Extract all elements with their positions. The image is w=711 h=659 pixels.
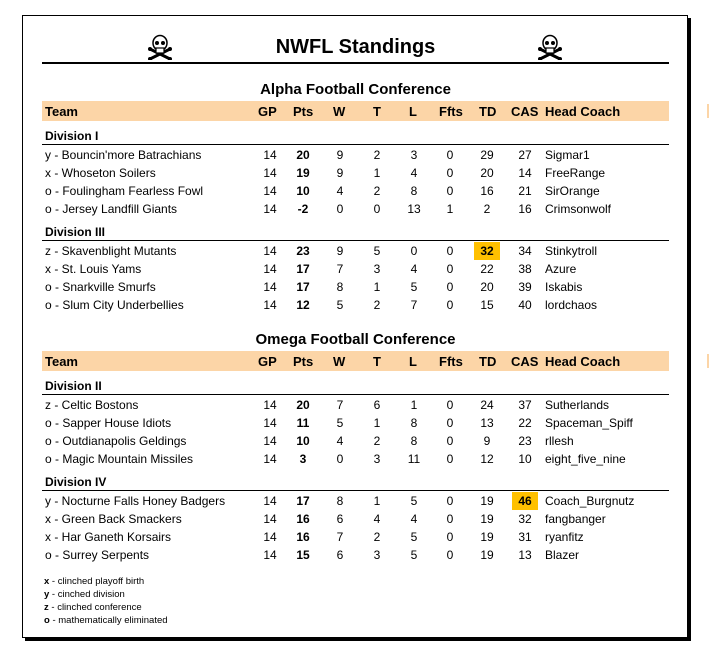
cell-pts: 10 xyxy=(296,434,310,448)
cell-cas: 16 xyxy=(518,202,532,216)
divider xyxy=(42,144,669,145)
cell-coach: Azure xyxy=(545,262,577,276)
table-row xyxy=(42,242,669,260)
cell-team: x - St. Louis Yams xyxy=(45,262,142,276)
table-header xyxy=(42,351,669,371)
cell-team: o - Jersey Landfill Giants xyxy=(45,202,178,216)
cell-team: o - Snarkville Smurfs xyxy=(45,280,156,294)
cell-w: 9 xyxy=(336,166,344,180)
cell-pts: 12 xyxy=(296,298,310,312)
cell-team: x - Whoseton Soilers xyxy=(45,166,156,180)
cell-gp: 14 xyxy=(263,202,277,216)
cell-t: 2 xyxy=(373,530,381,544)
cell-w: 0 xyxy=(336,202,344,216)
title-row xyxy=(42,34,669,64)
cell-gp: 14 xyxy=(263,530,277,544)
cell-gp: 14 xyxy=(263,416,277,430)
cell-td: 13 xyxy=(480,416,494,430)
table-row xyxy=(42,546,669,564)
cell-cas: 14 xyxy=(518,166,532,180)
cell-team: o - Magic Mountain Missiles xyxy=(45,452,194,466)
cell-t: 2 xyxy=(373,184,381,198)
cell-cas: 38 xyxy=(518,262,532,276)
legend xyxy=(44,575,168,627)
cell-l: 1 xyxy=(410,398,418,412)
cell-coach: Spaceman_Spiff xyxy=(545,416,633,430)
col-w: W xyxy=(333,104,346,119)
cell-td: 19 xyxy=(480,512,494,526)
cell-gp: 14 xyxy=(263,298,277,312)
cell-ffts: 1 xyxy=(446,202,454,216)
cell-ffts: 0 xyxy=(446,262,454,276)
table-row xyxy=(42,182,669,200)
cell-ffts: 0 xyxy=(446,148,454,162)
cell-pts: 17 xyxy=(296,494,310,508)
cell-t: 2 xyxy=(373,434,381,448)
table-row xyxy=(42,200,669,218)
cell-l: 0 xyxy=(410,244,418,258)
cell-ffts: 0 xyxy=(446,416,454,430)
divider xyxy=(42,394,669,395)
cell-ffts: 0 xyxy=(446,434,454,448)
cell-team: o - Outdianapolis Geldings xyxy=(45,434,187,448)
cell-td: 20 xyxy=(480,280,494,294)
col-cas: CAS xyxy=(511,354,539,369)
cell-td: 19 xyxy=(480,530,494,544)
page-title: NWFL Standings xyxy=(275,36,436,58)
cell-l: 5 xyxy=(410,494,418,508)
conference-title: Alpha Football Conference xyxy=(260,81,451,98)
cell-ffts: 0 xyxy=(446,280,454,294)
cell-l: 5 xyxy=(410,548,418,562)
cell-cas: 32 xyxy=(518,512,532,526)
cell-coach: Crimsonwolf xyxy=(545,202,612,216)
cell-cas: 22 xyxy=(518,416,532,430)
cell-coach: eight_five_nine xyxy=(545,452,626,466)
cell-gp: 14 xyxy=(263,494,277,508)
cell-t: 1 xyxy=(373,166,381,180)
edge-mark xyxy=(707,354,709,368)
cell-l: 8 xyxy=(410,434,418,448)
table-row xyxy=(42,146,669,164)
cell-gp: 14 xyxy=(263,244,277,258)
cell-t: 1 xyxy=(373,494,381,508)
cell-l: 5 xyxy=(410,280,418,294)
col-pts: Pts xyxy=(293,104,314,119)
cell-gp: 14 xyxy=(263,280,277,294)
table-row xyxy=(42,164,669,182)
table-row xyxy=(42,450,669,468)
col-ffts: Ffts xyxy=(439,104,463,119)
cell-team: o - Foulingham Fearless Fowl xyxy=(45,184,204,198)
cell-l: 4 xyxy=(410,512,418,526)
table-row xyxy=(42,278,669,296)
cell-t: 5 xyxy=(373,244,381,258)
cell-w: 5 xyxy=(336,298,344,312)
col-gp: GP xyxy=(258,354,277,369)
cell-pts: 19 xyxy=(296,166,310,180)
cell-team: o - Surrey Serpents xyxy=(45,548,150,562)
legend-item: x - clinched playoff birth xyxy=(44,576,145,587)
col-td: TD xyxy=(479,354,497,369)
cell-coach: Coach_Burgnutz xyxy=(545,494,635,508)
cell-ffts: 0 xyxy=(446,398,454,412)
cell-ffts: 0 xyxy=(446,548,454,562)
cell-gp: 14 xyxy=(263,148,277,162)
cell-td: 22 xyxy=(480,262,494,276)
cell-w: 7 xyxy=(336,530,344,544)
cell-w: 4 xyxy=(336,184,344,198)
cell-gp: 14 xyxy=(263,548,277,562)
table-header xyxy=(42,101,669,121)
cell-l: 5 xyxy=(410,530,418,544)
cell-w: 5 xyxy=(336,416,344,430)
cell-t: 6 xyxy=(373,398,381,412)
cell-t: 1 xyxy=(373,280,381,294)
table-row xyxy=(42,510,669,528)
cell-l: 11 xyxy=(407,452,421,466)
cell-gp: 14 xyxy=(263,452,277,466)
cell-cas: 23 xyxy=(518,434,532,448)
col-ffts: Ffts xyxy=(439,354,463,369)
cell-w: 8 xyxy=(336,494,344,508)
cell-w: 9 xyxy=(336,148,344,162)
cell-t: 3 xyxy=(373,452,381,466)
cell-team: o - Sapper House Idiots xyxy=(45,416,172,430)
conference-title: Omega Football Conference xyxy=(255,331,456,348)
col-pts: Pts xyxy=(293,354,314,369)
cell-l: 8 xyxy=(410,184,418,198)
cell-pts: 11 xyxy=(296,416,310,430)
cell-l: 4 xyxy=(410,262,418,276)
col-cas: CAS xyxy=(511,104,539,119)
division-title: Division II xyxy=(45,379,102,393)
cell-t: 1 xyxy=(373,416,381,430)
cell-team: o - Slum City Underbellies xyxy=(45,298,184,312)
cell-pts: -2 xyxy=(297,202,309,216)
cell-t: 3 xyxy=(373,548,381,562)
cell-team: z - Skavenblight Mutants xyxy=(45,244,177,258)
cell-ffts: 0 xyxy=(446,494,454,508)
divider xyxy=(42,240,669,241)
table-row xyxy=(42,432,669,450)
cell-t: 0 xyxy=(373,202,381,216)
cell-ffts: 0 xyxy=(446,530,454,544)
cell-cas: 39 xyxy=(518,280,532,294)
cell-td: 32 xyxy=(474,242,500,260)
col-td: TD xyxy=(479,104,497,119)
cell-coach: FreeRange xyxy=(545,166,606,180)
cell-pts: 10 xyxy=(296,184,310,198)
cell-td: 24 xyxy=(480,398,494,412)
cell-l: 8 xyxy=(410,416,418,430)
cell-cas: 37 xyxy=(518,398,532,412)
cell-td: 19 xyxy=(480,494,494,508)
cell-t: 2 xyxy=(373,298,381,312)
skull-crossbones-icon xyxy=(537,34,563,60)
cell-team: x - Green Back Smackers xyxy=(45,512,182,526)
cell-team: z - Celtic Bostons xyxy=(45,398,139,412)
table-row xyxy=(42,296,669,314)
cell-pts: 3 xyxy=(299,452,307,466)
cell-pts: 20 xyxy=(296,398,310,412)
cell-w: 9 xyxy=(336,244,344,258)
cell-cas: 46 xyxy=(512,492,538,510)
cell-cas: 21 xyxy=(518,184,532,198)
cell-w: 6 xyxy=(336,548,344,562)
cell-gp: 14 xyxy=(263,512,277,526)
cell-l: 3 xyxy=(410,148,418,162)
table-row xyxy=(42,492,669,510)
cell-ffts: 0 xyxy=(446,512,454,526)
cell-coach: Sutherlands xyxy=(545,398,610,412)
cell-team: y - Bouncin'more Batrachians xyxy=(45,148,202,162)
division-title: Division I xyxy=(45,129,99,143)
cell-pts: 20 xyxy=(296,148,310,162)
cell-w: 6 xyxy=(336,512,344,526)
cell-coach: Blazer xyxy=(545,548,580,562)
cell-coach: Stinkytroll xyxy=(545,244,598,258)
cell-gp: 14 xyxy=(263,398,277,412)
legend-item: z - clinched conference xyxy=(44,602,142,613)
cell-ffts: 0 xyxy=(446,166,454,180)
cell-td: 16 xyxy=(480,184,494,198)
table-row xyxy=(42,414,669,432)
cell-ffts: 0 xyxy=(446,298,454,312)
legend-item: y - cinched division xyxy=(44,589,125,600)
cell-td: 12 xyxy=(480,452,494,466)
cell-td: 2 xyxy=(483,202,491,216)
table-row xyxy=(42,260,669,278)
col-l: L xyxy=(409,354,417,369)
cell-coach: ryanfitz xyxy=(545,530,584,544)
cell-gp: 14 xyxy=(263,184,277,198)
col-head-coach: Head Coach xyxy=(545,104,621,119)
cell-team: y - Nocturne Falls Honey Badgers xyxy=(45,494,226,508)
cell-pts: 16 xyxy=(296,512,310,526)
cell-ffts: 0 xyxy=(446,244,454,258)
cell-w: 7 xyxy=(336,262,344,276)
cell-t: 3 xyxy=(373,262,381,276)
cell-coach: Iskabis xyxy=(545,280,583,294)
cell-w: 7 xyxy=(336,398,344,412)
cell-w: 8 xyxy=(336,280,344,294)
cell-pts: 15 xyxy=(296,548,310,562)
legend-item: o - mathematically eliminated xyxy=(44,615,168,626)
cell-coach: SirOrange xyxy=(545,184,600,198)
cell-cas: 13 xyxy=(518,548,532,562)
cell-l: 7 xyxy=(410,298,418,312)
cell-cas: 10 xyxy=(518,452,532,466)
cell-gp: 14 xyxy=(263,434,277,448)
cell-td: 19 xyxy=(480,548,494,562)
edge-mark xyxy=(707,104,709,118)
division-title: Division IV xyxy=(45,475,107,489)
cell-w: 0 xyxy=(336,452,344,466)
cell-cas: 27 xyxy=(518,148,532,162)
cell-pts: 23 xyxy=(296,244,310,258)
cell-td: 15 xyxy=(480,298,494,312)
cell-t: 4 xyxy=(373,512,381,526)
table-row xyxy=(42,396,669,414)
cell-pts: 17 xyxy=(296,280,310,294)
cell-ffts: 0 xyxy=(446,184,454,198)
col-t: T xyxy=(373,354,381,369)
cell-pts: 17 xyxy=(296,262,310,276)
cell-cas: 34 xyxy=(518,244,532,258)
col-team: Team xyxy=(45,104,78,119)
cell-pts: 16 xyxy=(296,530,310,544)
col-t: T xyxy=(373,104,381,119)
cell-w: 4 xyxy=(336,434,344,448)
col-l: L xyxy=(409,104,417,119)
col-gp: GP xyxy=(258,104,277,119)
cell-td: 9 xyxy=(483,434,491,448)
cell-td: 20 xyxy=(480,166,494,180)
cell-t: 2 xyxy=(373,148,381,162)
cell-coach: Sigmar1 xyxy=(545,148,590,162)
divider xyxy=(42,490,669,491)
cell-l: 4 xyxy=(410,166,418,180)
cell-coach: lordchaos xyxy=(545,298,598,312)
col-head-coach: Head Coach xyxy=(545,354,621,369)
division-title: Division III xyxy=(45,225,106,239)
cell-cas: 31 xyxy=(518,530,532,544)
cell-coach: fangbanger xyxy=(545,512,606,526)
cell-l: 13 xyxy=(407,202,421,216)
col-w: W xyxy=(333,354,346,369)
cell-team: x - Har Ganeth Korsairs xyxy=(45,530,172,544)
cell-cas: 40 xyxy=(518,298,532,312)
col-team: Team xyxy=(45,354,78,369)
cell-gp: 14 xyxy=(263,166,277,180)
cell-ffts: 0 xyxy=(446,452,454,466)
cell-td: 29 xyxy=(480,148,494,162)
cell-gp: 14 xyxy=(263,262,277,276)
cell-coach: rllesh xyxy=(545,434,574,448)
table-row xyxy=(42,528,669,546)
